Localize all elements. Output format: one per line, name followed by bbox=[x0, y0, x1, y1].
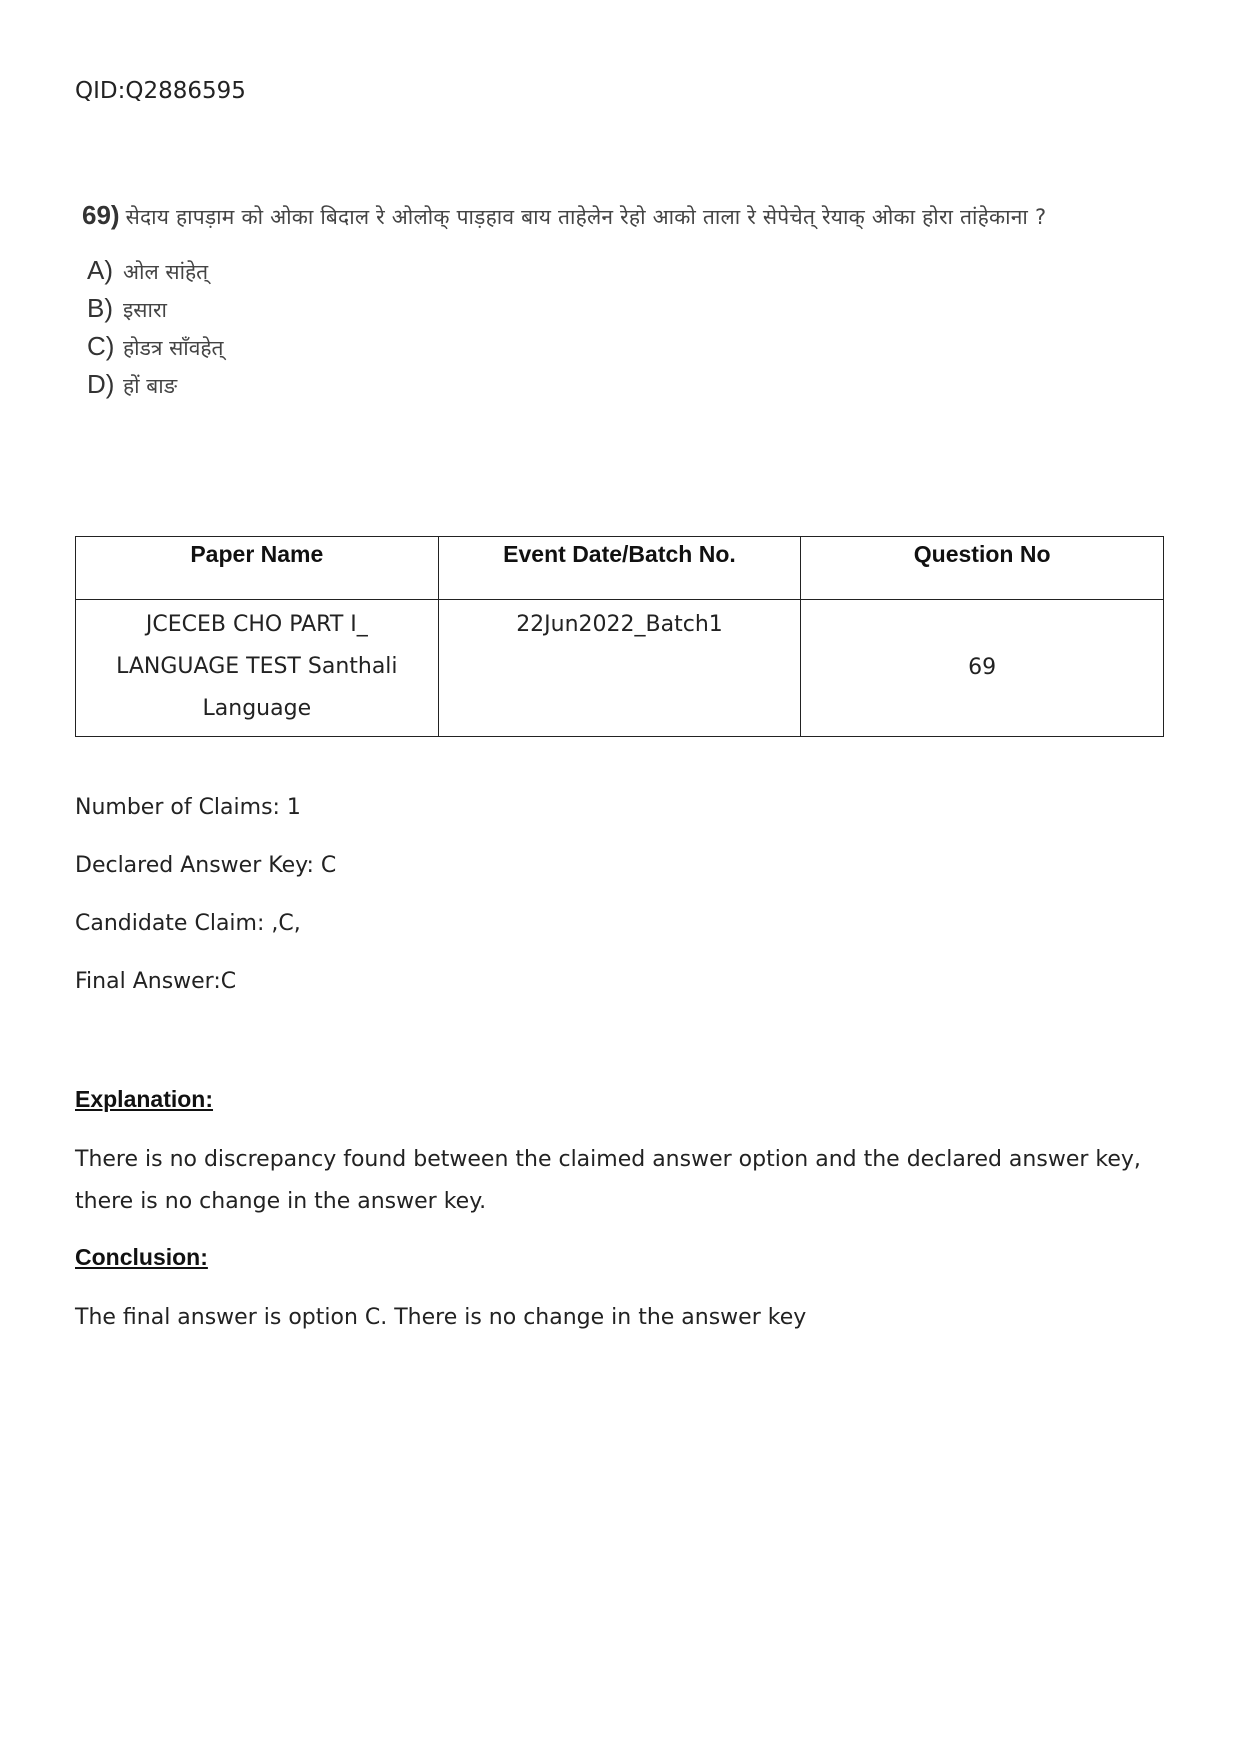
option-letter: D) bbox=[87, 369, 115, 399]
option-c bbox=[87, 331, 1162, 369]
paper-name-line: Language bbox=[202, 696, 312, 721]
header-question-no: Question No bbox=[801, 537, 1164, 600]
table-row bbox=[76, 600, 1164, 737]
header-paper-name: Paper Name bbox=[76, 537, 439, 600]
option-text: होडत्र साँवहेत् bbox=[123, 336, 224, 360]
paper-name-line: JCECEB CHO PART I_ bbox=[145, 612, 368, 637]
question-line bbox=[82, 200, 1162, 231]
question-block bbox=[82, 200, 1162, 407]
number-of-claims: Number of Claims: 1 bbox=[75, 795, 301, 820]
option-a bbox=[87, 255, 1162, 293]
header-event-date-batch: Event Date/Batch No. bbox=[438, 537, 801, 600]
conclusion-heading: Conclusion: bbox=[75, 1244, 208, 1270]
question-id: QID:Q2886595 bbox=[75, 78, 246, 104]
candidate-claim: Candidate Claim: ,C, bbox=[75, 911, 301, 936]
option-text: इसारा bbox=[123, 298, 167, 322]
question-text: सेदाय हापड़ाम को ओका बिदाल रे ओलोक् पाड़हाव बाय ताहेलेन रेहो आको ताला रे सेपेचेत् रेयाक् ओका होरा तांहेकाना ? bbox=[125, 205, 1047, 229]
option-letter: A) bbox=[87, 255, 113, 285]
conclusion-text: The final answer is option C. There is no change in the answer key bbox=[75, 1305, 807, 1330]
option-d bbox=[87, 369, 1162, 407]
cell-question-no: 69 bbox=[801, 600, 1164, 737]
declared-answer-key: Declared Answer Key: C bbox=[75, 853, 337, 878]
table-header-row bbox=[76, 537, 1164, 600]
option-text: ओल सांहेत् bbox=[123, 260, 209, 284]
cell-paper-name bbox=[76, 600, 439, 737]
claims-summary bbox=[75, 795, 336, 1027]
explanation-text: There is no discrepancy found between the claimed answer option and the declared answer key, there is no change in the answer key. bbox=[75, 1147, 1141, 1214]
final-answer: Final Answer:C bbox=[75, 969, 237, 994]
paper-name-line: LANGUAGE TEST Santhali bbox=[116, 654, 398, 679]
paper-info-table bbox=[75, 536, 1164, 737]
option-letter: C) bbox=[87, 331, 115, 361]
explanation-heading: Explanation: bbox=[75, 1086, 214, 1112]
option-letter: B) bbox=[87, 293, 113, 323]
options-list bbox=[82, 255, 1162, 407]
question-number: 69) bbox=[82, 200, 120, 230]
option-b bbox=[87, 293, 1162, 331]
option-text: हों बाङ bbox=[123, 374, 178, 398]
cell-event-batch: 22Jun2022_Batch1 bbox=[438, 600, 801, 737]
